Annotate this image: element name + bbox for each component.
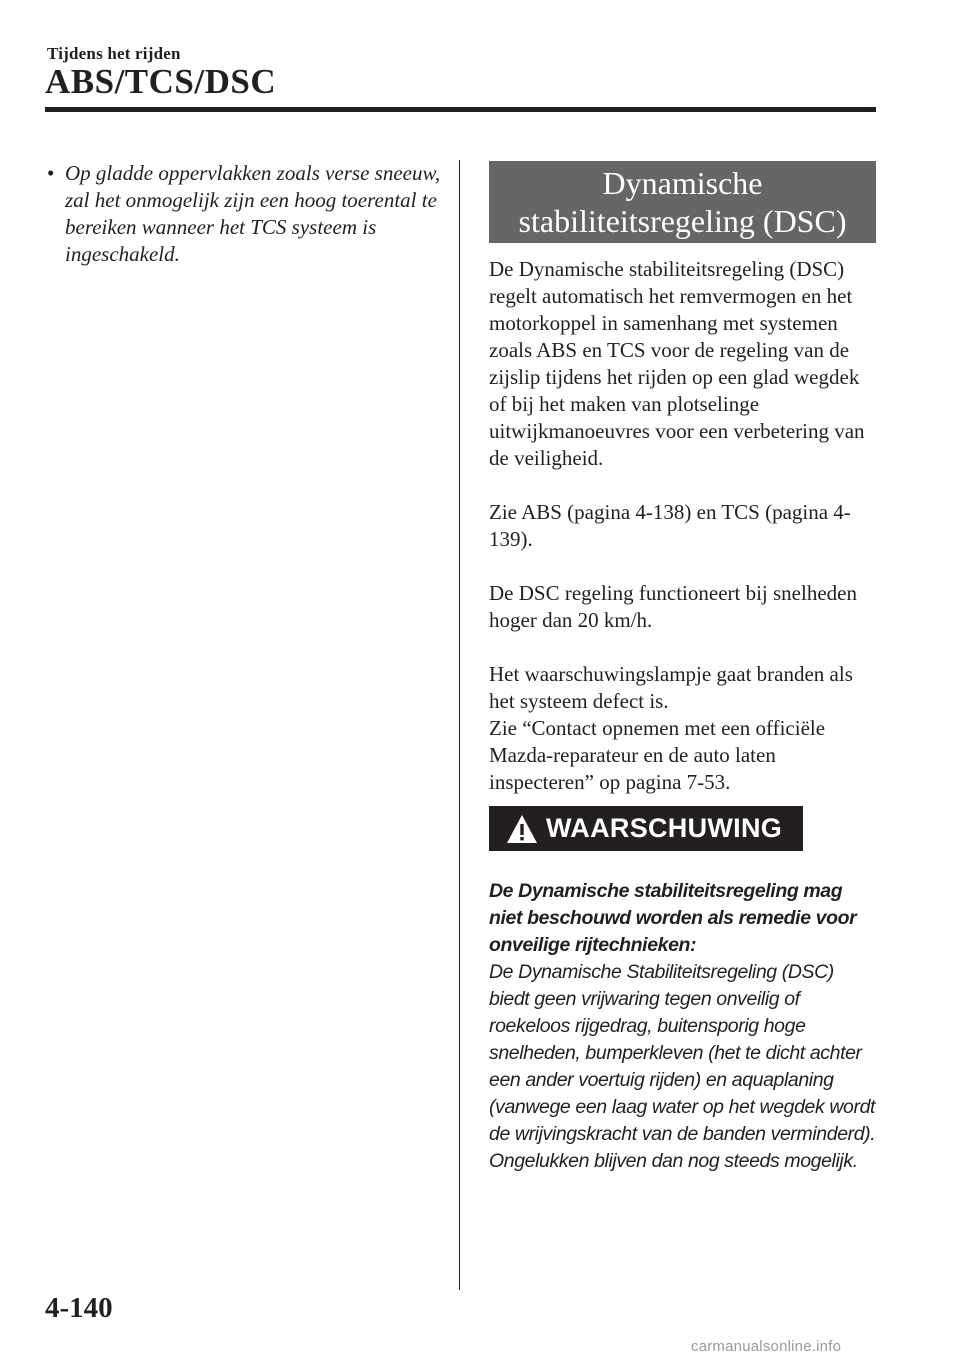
warning-triangle-icon: [506, 814, 538, 844]
chapter-title: ABS/TCS/DSC: [45, 62, 277, 101]
header-rule: [45, 107, 876, 112]
dsc-paragraph-warning-lamp: Het waarschuwingslampje gaat branden als het systeem defect is.: [489, 662, 853, 713]
column-divider: [459, 160, 460, 1290]
bullet-text: Op gladde oppervlakken zoals verse sneeuw, zal het onmogelijk zijn een hoog toerental te bereiken wanneer het TCS systeem is ingeschakeld.: [65, 161, 441, 266]
page-number: 4-140: [45, 1292, 113, 1324]
dsc-heading-line2: stabiliteitsregeling (DSC): [518, 203, 847, 239]
warning-bold-statement: De Dynamische stabiliteitsregeling mag niet beschouwd worden als remedie voor onveilige rijtechnieken:: [489, 880, 857, 956]
warning-text: [489, 878, 879, 1175]
dsc-section-heading: [489, 161, 876, 243]
warning-body: De Dynamische Stabiliteitsregeling (DSC) biedt geen vrijwaring tegen onveilig of roekeloos rijgedrag, buitensporig hoge snelheden, bumperkleven (het te dicht achter een ander voertuig rijden) en aquaplaning (vanwege een laag water op het wegdek wordt de wrijvingskracht van de banden verminderd). Ongelukken blijven dan nog steeds mogelijk.: [489, 961, 876, 1172]
right-column: [489, 256, 881, 796]
dsc-paragraph-reference: Zie ABS (pagina 4-138) en TCS (pagina 4-139).: [489, 500, 851, 551]
warning-banner: [489, 806, 803, 851]
dsc-paragraph-contact: Zie “Contact opnemen met een officiële Mazda-reparateur en de auto laten inspecteren” op pagina 7-53.: [489, 716, 826, 794]
bullet-dot-icon: •: [47, 161, 55, 185]
dsc-paragraph-description: De Dynamische stabiliteitsregeling (DSC) regelt automatisch het remvermogen en het motorkoppel in samenhang met systemen zoals ABS en TCS voor de regeling van de zijslip tijdens het rijden op een glad wegdek of bij het maken van plotselinge uitwijkmanoeuvres voor een verbetering van de veiligheid.: [489, 257, 865, 470]
warning-label: WAARSCHUWING: [546, 813, 783, 843]
section-label: Tijdens het rijden: [47, 44, 181, 63]
dsc-heading-line1: Dynamische: [602, 165, 763, 201]
bullet-item: [47, 160, 447, 268]
watermark: carmanualsonline.info: [691, 1338, 842, 1355]
left-column: [47, 160, 447, 268]
dsc-paragraph-speed: De DSC regeling functioneert bij snelheden hoger dan 20 km/h.: [489, 581, 857, 632]
